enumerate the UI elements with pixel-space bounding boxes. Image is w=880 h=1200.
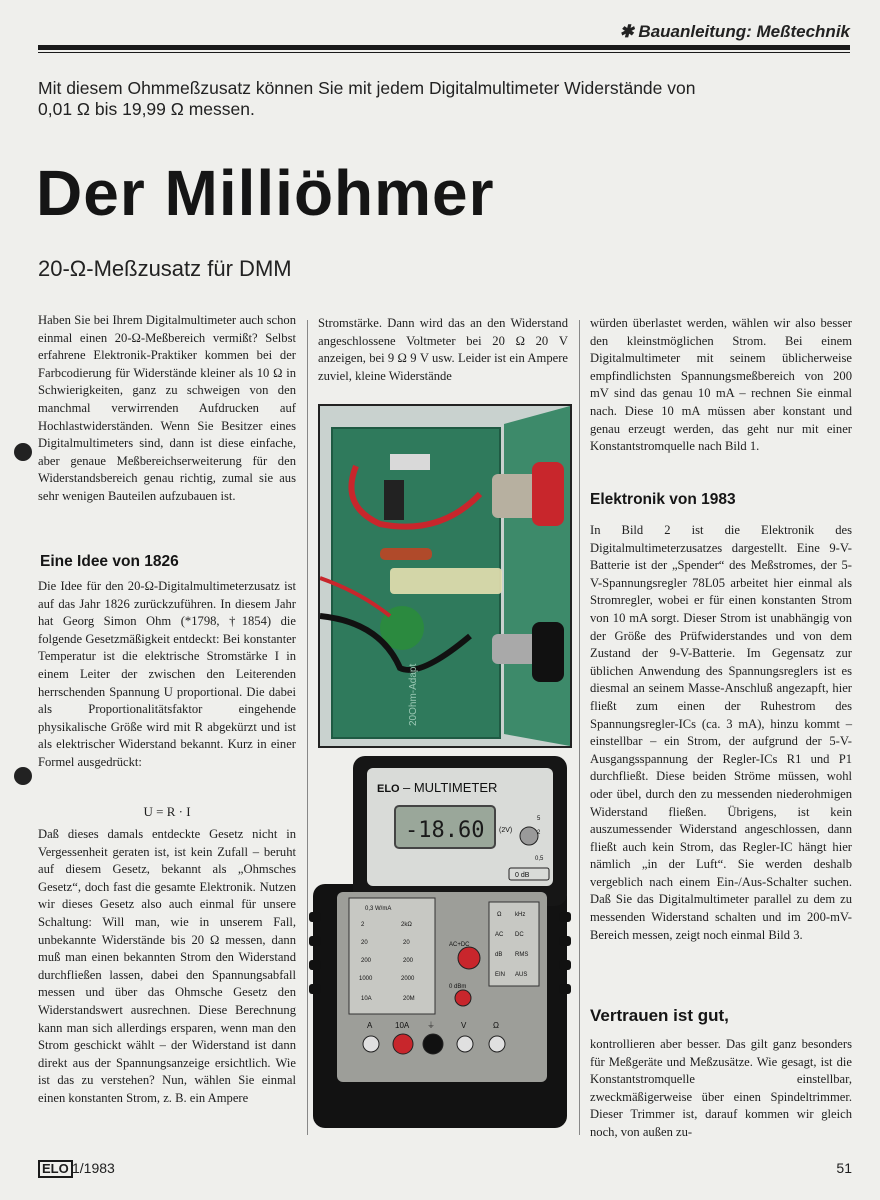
section-tag: ✱ Bauanleitung: Meßtechnik bbox=[619, 22, 850, 41]
multimeter-graphic bbox=[309, 752, 571, 1132]
scale-value: kHz bbox=[515, 912, 526, 918]
lead-text: Mit diesem Ohmmeßzusatz können Sie mit jedem Digitalmultimeter Widerstände von 0,01 Ω bis 19,99 Ω messen. bbox=[38, 78, 696, 119]
mode-button[interactable] bbox=[458, 947, 480, 969]
column2-body bbox=[318, 315, 568, 385]
scale-value: 2kΩ bbox=[401, 922, 412, 928]
footer-logo: ELO bbox=[38, 1160, 73, 1178]
multimeter-title: – MULTIMETER bbox=[403, 780, 498, 795]
binder-hole bbox=[14, 443, 32, 461]
indicator-lamp bbox=[455, 990, 471, 1006]
scale-value: 20M bbox=[403, 996, 415, 1002]
jack-label: ⏚ bbox=[427, 1021, 435, 1030]
scale-value: 10A bbox=[361, 996, 372, 1002]
jack-label: V bbox=[461, 1021, 467, 1030]
top-rule bbox=[38, 45, 850, 50]
column3-body2 bbox=[590, 522, 852, 944]
jack-label: Ω bbox=[493, 1021, 499, 1030]
scale-value: 2 bbox=[361, 922, 365, 928]
knob-label: 0,5 bbox=[535, 856, 544, 862]
column1-intro bbox=[38, 312, 296, 506]
range-label: (2V) bbox=[499, 827, 513, 834]
body-paragraph-2: Daß dieses damals entdeckte Gesetz nicht in Vergessenheit geraten ist, ist kein Zufall – beruht auf diesem Gesetz, bekannt als „Ohmsches Gesetz“, doch fast die gesamte Elektronik. Nutzen wir dieses Gesetz also auch einmal für unsere Schaltung: Will man, wie in unserem Fall, unbekannte Widerstände bis 20 Ω messen, dann muß man einen bekannten Strom den Widerstand durchfließen lassen, dabei den Spannungsabfall messen und über das Ohmsche Gesetz den Widerstandswert ausrechnen. Diese Berechnung kann man sich allerdings ersparen, wenn man den Strom geschickt wählt – der Widerstand ist dann direkt aus der Spannungsanzeige ersichtlich. Wie ist das zu verstehen? Nun, wählen Sie einmal einen konstanten Strom, z. B. ein Ampere bbox=[38, 827, 296, 1105]
heading-electronics-1983: Elektronik von 1983 bbox=[590, 491, 736, 508]
column3-body3 bbox=[590, 1036, 852, 1142]
jack-ground[interactable] bbox=[423, 1034, 443, 1054]
binder-hole bbox=[14, 767, 32, 785]
jack-a[interactable] bbox=[363, 1036, 379, 1052]
scale-value: Ω bbox=[497, 912, 502, 918]
body-paragraph-col2: Stromstärke. Dann wird das an den Widerstand angeschlossene Voltmeter bei 20 Ω 20 V anzeigen, bei 9 Ω 9 V usw. Leider ist ein Ampere zuviel, kleine Widerstände bbox=[318, 316, 568, 383]
heading-idea-1826: Eine Idee von 1826 bbox=[40, 553, 179, 570]
pcb-label: 20Ohm-Adapt bbox=[408, 663, 419, 726]
body-paragraph-col3-3: kontrollieren aber besser. Das gilt ganz besonders für Meßgeräte und Meßzusätze. Wie gesagt, ist die Konstantstromquelle einstellbar, zweckmäßigerweise über einen Spindeltrimmer. Dieser Trimmer ist, darauf kommen wir gleich noch, von außen zu- bbox=[590, 1037, 852, 1139]
scale-value: dB bbox=[495, 952, 503, 958]
heading-trust: Vertrauen ist gut, bbox=[590, 1006, 729, 1025]
scale-value: AUS bbox=[515, 972, 528, 978]
jack-label: 10A bbox=[395, 1021, 410, 1030]
page-number: 51 bbox=[836, 1160, 852, 1176]
jack-v[interactable] bbox=[457, 1036, 473, 1052]
indicator-label: 0 dBm bbox=[449, 984, 467, 990]
column1-body bbox=[38, 578, 296, 772]
body-paragraph: Die Idee für den 20-Ω-Digitalmultimeterzusatz ist auf das Jahr 1826 zurückzuführen. In diesem Jahr hat Georg Simon Ohm (*1798, †1854) die folgende Gesetzmäßigkeit entdeckt: Bei konstanter Temperatur ist die elektrische Stromstärke I in einem Leiter der zwischen den Leiterenden herrschenden Spannung U proportional. Die dabei als Proportionalitätsfaktor eingehende physikalische Größe wird mit R abgekürzt und ist als elektrischer Widerstand bekannt. Kurz in einer Formel ausgedrückt: bbox=[38, 579, 296, 769]
column1-body2 bbox=[38, 826, 296, 1108]
footer-issue: 1/1983 bbox=[72, 1160, 115, 1176]
intro-paragraph: Haben Sie bei Ihrem Digitalmultimeter auch schon einmal einen 20-Ω-Meßbereich vermißt? Selbst erfahrene Elektronik-Praktiker kommen bei der Farbcodierung für Widerstände kleiner als 10 Ω in Schwierigkeiten, ganz zu schweigen von den manchmal verwirrenden Aufdrucken auf Hochlastwiderständen. Wenn Sie Besitzer eines Digitalmultimeters sind, dann ist diese einfache, aber genaue Meßbereichserweiterung für den Widerstandsbereich genau richtig, zumal sie aus sehr wenigen Bauteilen aufzubauen ist. bbox=[38, 313, 296, 503]
jack-label: A bbox=[367, 1021, 373, 1030]
scale-value: AC bbox=[495, 932, 504, 938]
page-title: Der Milliöhmer bbox=[36, 157, 495, 229]
knob-label: 5 bbox=[537, 816, 541, 822]
scale-value: 20 bbox=[403, 940, 410, 946]
body-paragraph-col3-2: In Bild 2 ist die Elektronik des Digitalmultimeterzusatzes dargestellt. Eine 9-V-Batterie ist der „Spender“ des Meßstromes, der 5-V-Spannungsregler 78L05 arbeitet hier einmal als Stromregler, wobei er für einen konstanten Strom von 10 mA sorgt. Dieser Strom ist unabhängig von der Größe des Prüfwiderstandes und von dem Zustand der 9-V-Batterie. Im Gegensatz zur üblichen Anwendung des Spannungsreglers ist es diesmal an seinem Masse-Anschluß angezapft, hier fließt zum einen der Ruhestrom des Spannungsregler-ICs (ca. 3 mA), hinzu kommt – einstellbar – ein Strom, der aufgrund der 5-V-Ausgangsspannung der Regler-ICs R1 und P1 durchfließt. Diese beiden Ströme müssen, wohl oder übel, durch den zu messenden niederohmigen Widerstand fließen. Übrigens, ist kein auszumessender Widerstand angeschlossen, dann fließt auch kein Strom, das Regler-IC hängt hier nämlich „in der Luft“. Sie werden deshalb vergeblich nach einem Ein-/Aus-Schalter suchen. Daß Sie das Digitalmultimeter parallel zu dem zu messenden Widerstand schalten und im 200-mV-Bereich messen, zeigt noch einmal Bild 3. bbox=[590, 523, 852, 942]
scale-value: RMS bbox=[515, 952, 529, 958]
page-subtitle: 20-Ω-Meßzusatz für DMM bbox=[38, 256, 292, 281]
body-paragraph-col3: würden überlastet werden, wählen wir also besser den kleinstmöglichen Strom. Bei einem Digitalmultimeter mit seinem üblicherweise empfindlichsten Spannungsmeßbereich von 200 mV sind das genau 10 mA – rechnen Sie einmal nach. Diese 10 mA müssen aber konstant und genau erzeugt werden, das geht nur mit einer Konstantstromquelle nach Bild 1. bbox=[590, 316, 852, 454]
board-photo-graphic bbox=[320, 406, 570, 746]
jack-ohm[interactable] bbox=[489, 1036, 505, 1052]
column3-body bbox=[590, 315, 852, 456]
top-rule-thin bbox=[38, 52, 850, 53]
mode-label: AC+DC bbox=[449, 942, 470, 948]
column-divider bbox=[307, 320, 308, 1135]
knob-label: 2 bbox=[537, 830, 541, 836]
left-scale-header: 0,3 W/mA bbox=[365, 906, 392, 912]
scale-value: DC bbox=[515, 932, 524, 938]
scale-value: EIN bbox=[495, 972, 506, 978]
multimeter-photo bbox=[309, 752, 571, 1132]
jack-10a[interactable] bbox=[393, 1034, 413, 1054]
scale-value: 2000 bbox=[401, 976, 415, 982]
column-divider bbox=[579, 320, 580, 1135]
scale-value: 1000 bbox=[359, 976, 373, 982]
multimeter-display: -18.60 bbox=[405, 818, 485, 843]
db-label: 0 dB bbox=[515, 872, 530, 879]
ohm-formula: U = R · I bbox=[143, 804, 191, 819]
multimeter-brand: ELO bbox=[377, 783, 400, 795]
scale-value: 20 bbox=[361, 940, 368, 946]
scale-value: 200 bbox=[403, 958, 414, 964]
scale-value: 200 bbox=[361, 958, 372, 964]
board-photo bbox=[318, 404, 572, 748]
